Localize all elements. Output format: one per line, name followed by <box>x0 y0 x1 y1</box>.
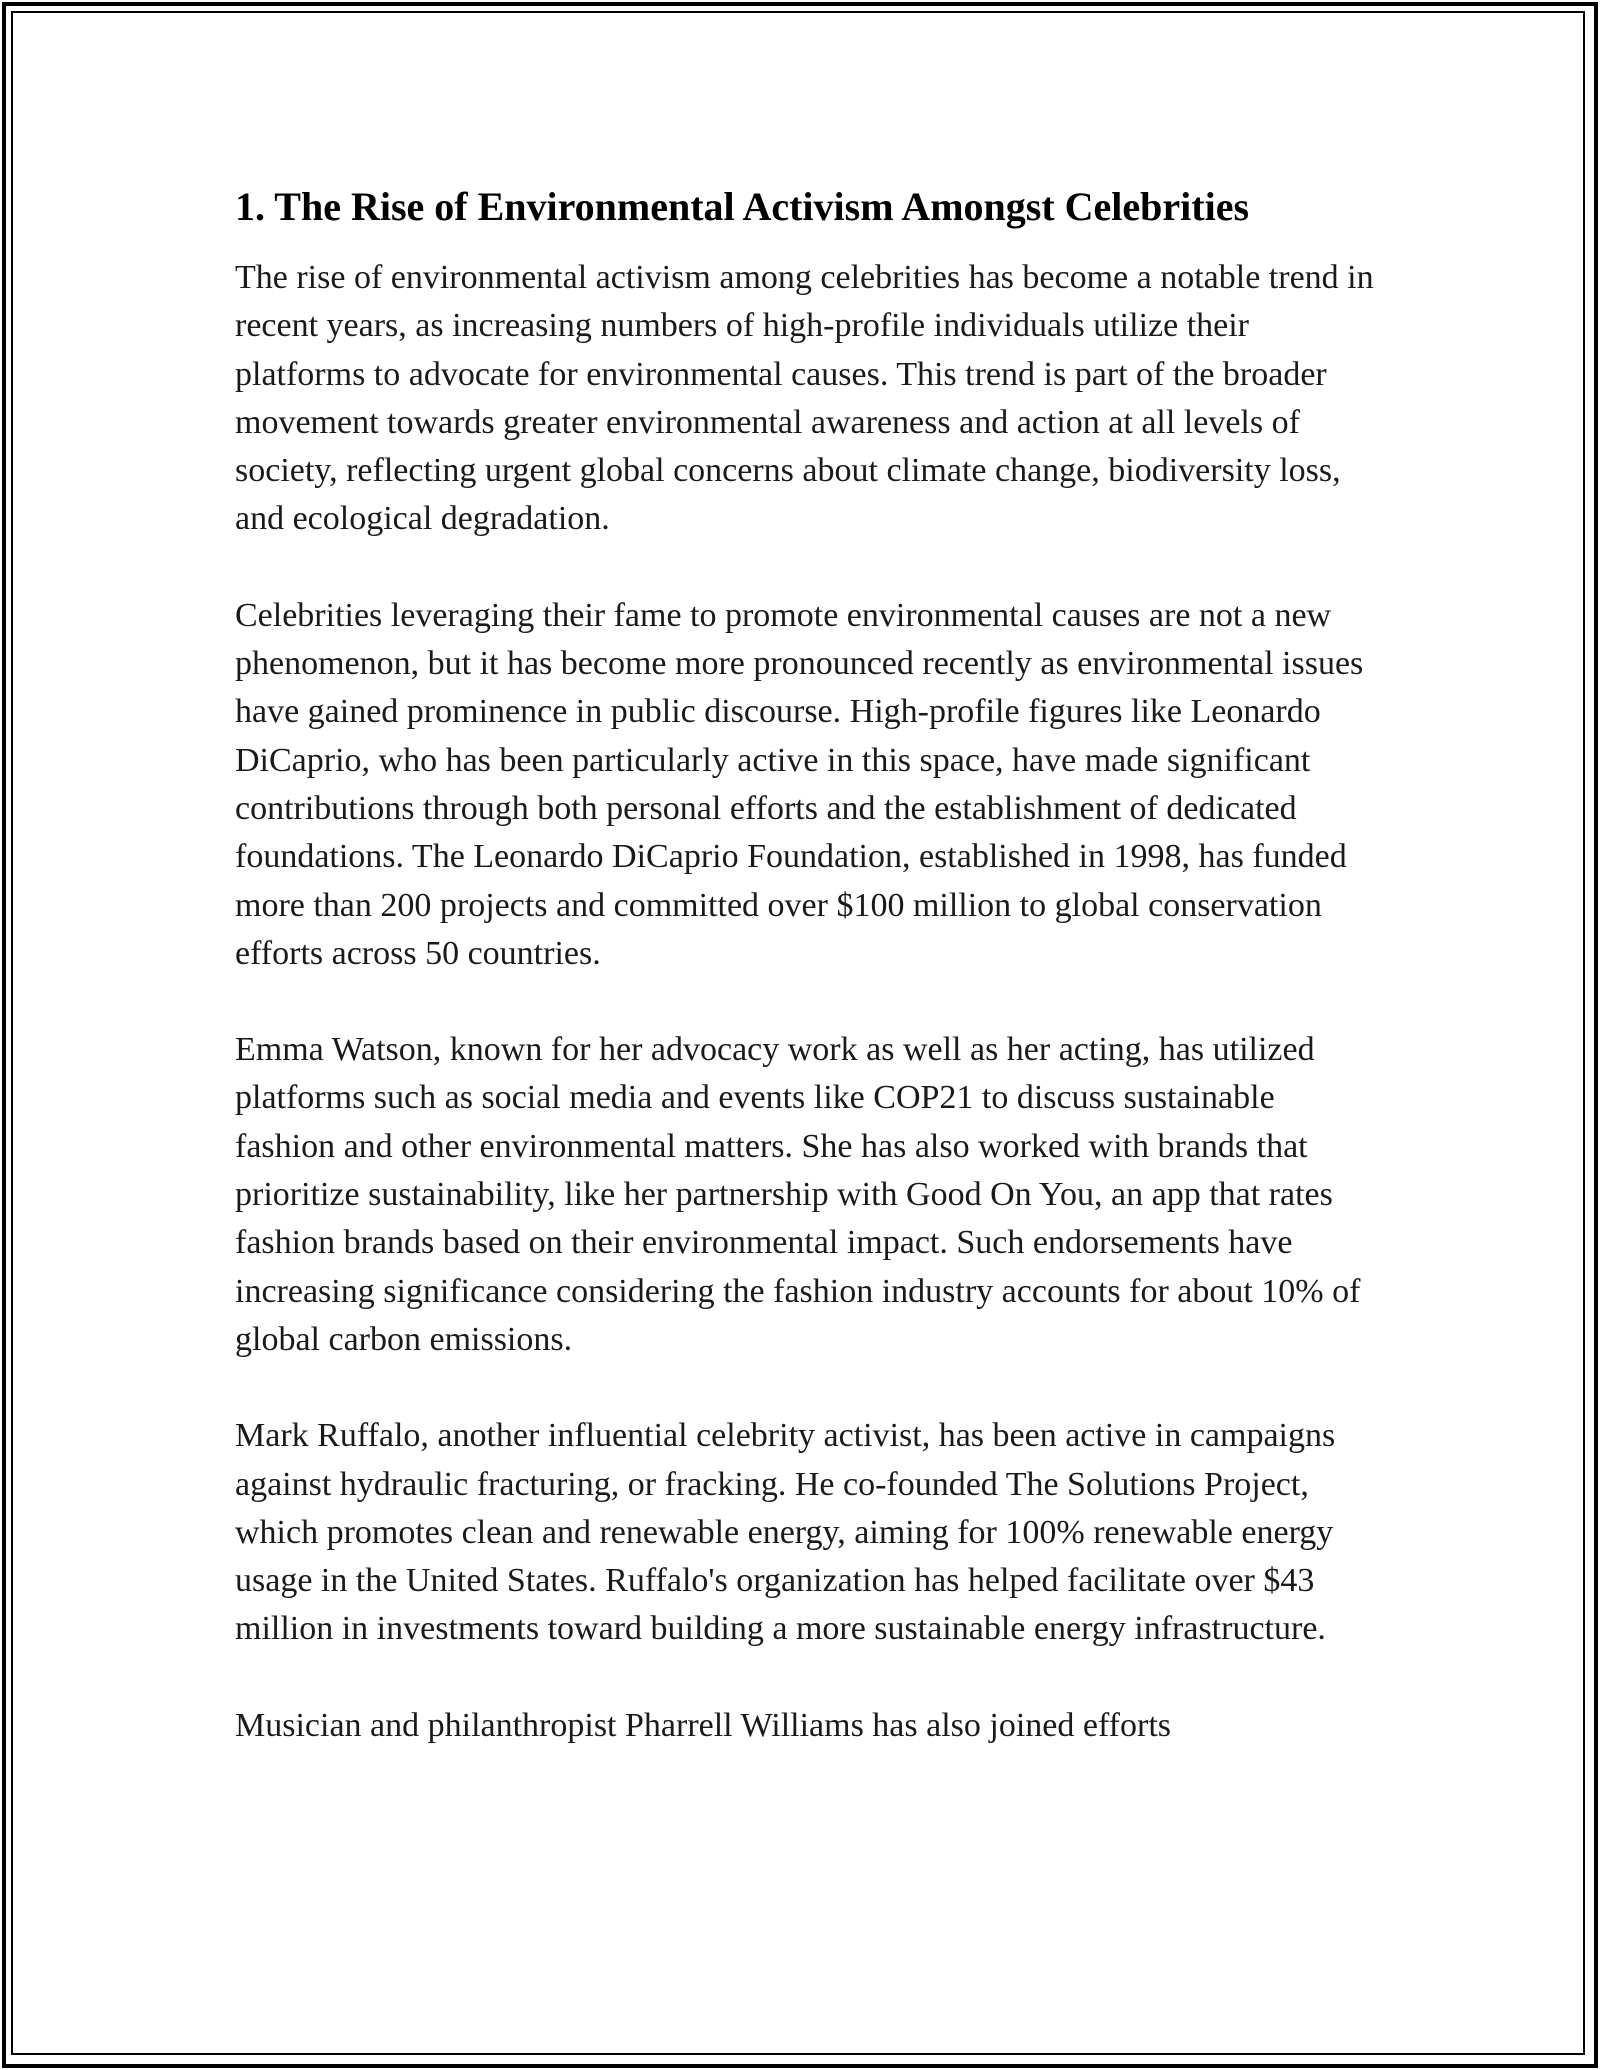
paragraph-intro: The rise of environmental activism among celebrities has become a notable trend in recent years, as increasing numbers of high-profile individuals utilize their platforms to advocate for environmental causes. This trend is part of the broader movement towards greater environmental awareness and action at all levels of society, reflecting urgent global concerns about climate change, biodiversity loss, and ecological degradation. <box>235 259 1374 538</box>
document-body <box>235 183 1375 1798</box>
paragraph-watson: Emma Watson, known for her advocacy work as well as her acting, has utilized platforms such as social media and events like COP21 to discuss sustainable fashion and other environmental matters. She has also worked with brands that prioritize sustainability, like her partnership with Good On You, an app that rates fashion brands based on their environmental impact. Such endorsements have increasing significance considering the fashion industry accounts for about 10% of global carbon emissions. <box>235 1031 1361 1358</box>
section-heading: 1. The Rise of Environmental Activism Amongst Celebrities <box>235 184 1250 229</box>
paragraph-dicaprio: Celebrities leveraging their fame to promote environmental causes are not a new phenomenon, but it has become more pronounced recently as environmental issues have gained prominence in public discourse. High-profile figures like Leonardo DiCaprio, who has been particularly active in this space, have made significant contributions through both personal efforts and the establishment of dedicated foundations. The Leonardo DiCaprio Foundation, established in 1998, has funded more than 200 projects and committed over $100 million to global conservation efforts across 50 countries. <box>235 596 1364 972</box>
paragraph-williams: Musician and philanthropist Pharrell Williams has also joined efforts <box>235 1706 1171 1744</box>
paragraph-ruffalo: Mark Ruffalo, another influential celebrity activist, has been active in campaigns against hydraulic fracturing, or fracking. He co-founded The Solutions Project, which promotes clean and renewable energy, aiming for 100% renewable energy usage in the United States. Ruffalo's organization has helped facilitate over $43 million in investments toward building a more sustainable energy infrastructure. <box>235 1417 1336 1648</box>
